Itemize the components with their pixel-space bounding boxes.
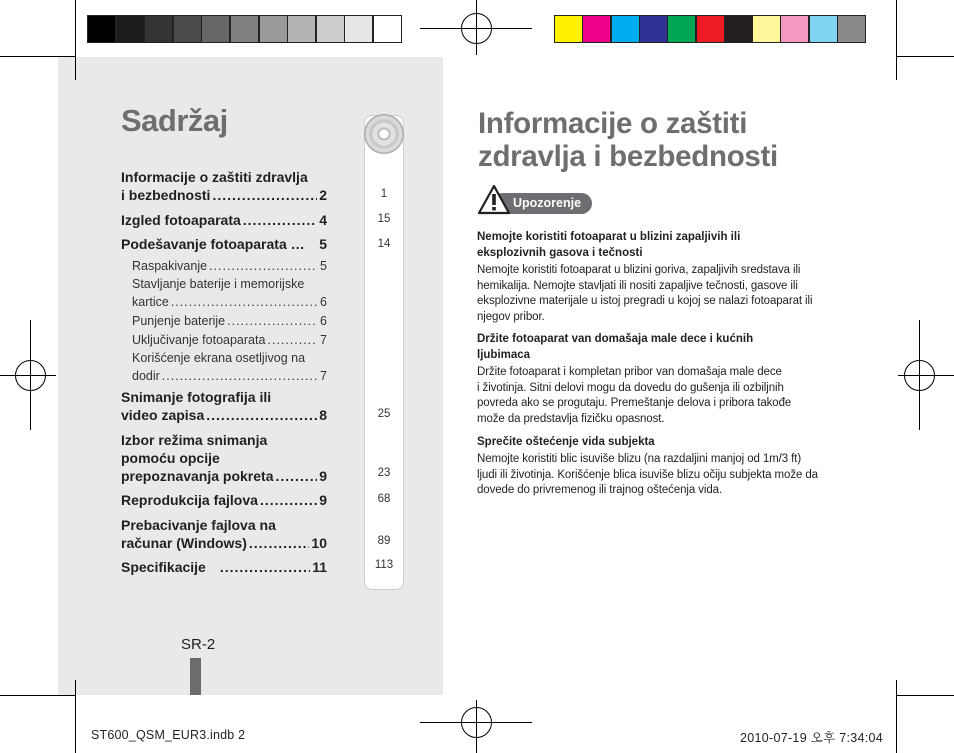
- toc-page-number: 4: [319, 212, 327, 228]
- toc-subentry-power-on[interactable]: [132, 331, 327, 349]
- toc-entry-text: računar (Windows): [121, 535, 247, 551]
- toc-entry-text: Reprodukcija fajlova: [121, 492, 258, 508]
- toc-entry-text: dodir: [132, 369, 160, 383]
- toc-entry-text: video zapisa: [121, 407, 205, 423]
- toc-entry-text: Izbor režima snimanja: [121, 432, 268, 448]
- color-swatch: [554, 15, 583, 43]
- toc-page-number: 5: [320, 259, 327, 273]
- toc-entry-text: Prebacivanje fajlova na: [121, 517, 276, 533]
- print-slug-filename: ST600_QSM_EUR3.indb 2: [91, 728, 246, 742]
- grayscale-swatch: [316, 15, 345, 43]
- toc-entry-text: Stavljanje baterije i memorijske: [132, 277, 305, 291]
- color-swatch: [696, 15, 725, 43]
- warning-badge: Upozorenje: [492, 193, 592, 214]
- toc-entry-text: Punjenje baterije: [132, 314, 226, 328]
- color-swatch: [752, 15, 781, 43]
- grayscale-swatch: [230, 15, 259, 43]
- grayscale-swatch: [87, 15, 116, 43]
- toc-entry-transfer[interactable]: [121, 516, 327, 552]
- grayscale-swatch: [173, 15, 202, 43]
- disc-number: 23: [377, 467, 391, 479]
- section-body-eyesight: [477, 452, 837, 499]
- heading-line: eksplozivnih gasova i tečnosti: [477, 247, 643, 259]
- disc-number: 113: [374, 559, 394, 571]
- toc-page-number: 2: [319, 187, 327, 203]
- toc-title: Sadržaj: [121, 103, 228, 138]
- disc-number: 68: [377, 493, 391, 505]
- color-swatch: [780, 15, 809, 43]
- toc-entry-camera-layout[interactable]: [121, 211, 327, 229]
- toc-subentry-battery-card[interactable]: [132, 275, 327, 311]
- body-line: eksplozivne materijale u istoj pregradi u kojoj se nalazi fotoaparat ili: [477, 295, 813, 307]
- color-swatch: [611, 15, 640, 43]
- grayscale-swatch: [201, 15, 230, 43]
- toc-subentry-unpacking[interactable]: [132, 257, 327, 275]
- toc-page-number: 8: [319, 407, 327, 423]
- toc-entry-text: i bezbednosti: [121, 187, 211, 203]
- toc-page-number: 11: [312, 559, 327, 575]
- section-heading-flammable: [477, 229, 832, 261]
- page-edge-tab: [190, 658, 201, 695]
- toc-entry-text: prepoznavanja pokreta: [121, 468, 274, 484]
- warning-icon: [477, 184, 511, 215]
- toc-entry-text: Informacije o zaštiti zdravlja: [121, 169, 308, 185]
- cd-disc-icon: [364, 114, 404, 154]
- disc-number: 1: [380, 188, 388, 200]
- toc-entry-text: kartice: [132, 295, 169, 309]
- toc-entry-text: Specifikacije: [121, 559, 206, 575]
- color-swatch: [837, 15, 866, 43]
- disc-number: 89: [377, 535, 391, 547]
- toc-entry-text: Uključivanje fotoaparata: [132, 333, 266, 347]
- toc-entry-camera-setup[interactable]: [121, 235, 327, 253]
- body-line: dovede do privremenog ili trajnog oštećenja vida.: [477, 484, 723, 496]
- section-title: [478, 107, 838, 173]
- grayscale-swatch: [373, 15, 402, 43]
- toc-page-number: 9: [319, 492, 327, 508]
- toc-page-number: 7: [320, 333, 327, 347]
- body-line: i životinja. Sitni delovi mogu da dovedu do gušenja ili ozbiljnih: [477, 381, 784, 394]
- disc-number: 14: [377, 238, 391, 250]
- body-line: ljudi ili životinja. Korišćenje blica isuviše blizu očiju subjekta može da: [477, 468, 818, 481]
- page-number-label: SR-2: [181, 636, 216, 653]
- grayscale-swatch: [259, 15, 288, 43]
- toc-entry-specifications[interactable]: [121, 558, 327, 576]
- section-body-children: [477, 365, 837, 427]
- body-line: može da predstavlja fizičku opasnost.: [477, 412, 665, 425]
- color-swatch: [724, 15, 753, 43]
- color-swatch: [582, 15, 611, 43]
- body-line: Nemojte koristiti fotoaparat u blizini goriva, zapaljivih sredstava ili: [477, 264, 801, 276]
- section-title-line: Informacije o zaštiti: [478, 107, 748, 140]
- toc-entry-health-safety[interactable]: [121, 168, 327, 204]
- body-line: povreda ako se progutaju. Premeštanje delova i pribora takođe: [477, 397, 792, 409]
- toc-subentry-touchscreen[interactable]: [132, 349, 327, 385]
- heading-line: Držite fotoaparat van domašaja male dece i kućnih: [477, 333, 754, 345]
- section-heading-children: [477, 331, 832, 363]
- toc-page-number: 9: [319, 468, 327, 484]
- toc-entry-text: Snimanje fotografija ili: [121, 389, 272, 405]
- toc-page-number: 5: [319, 236, 327, 252]
- section-title-line: zdravlja i bezbednosti: [478, 140, 778, 173]
- grayscale-swatch: [144, 15, 173, 43]
- body-line: hemikalija. Nemojte stavljati ili nositi zapaljive tečnosti, gasove ili: [477, 279, 798, 292]
- print-slug-datetime: 2010-07-19 오후 7:34:04: [740, 731, 884, 745]
- toc-subentry-charging[interactable]: [132, 312, 327, 330]
- disc-number: 15: [377, 213, 391, 225]
- disc-page-strip: [364, 115, 404, 590]
- toc-entry-shooting[interactable]: [121, 388, 327, 424]
- heading-line: Sprečite oštećenje vida subjekta: [477, 436, 655, 448]
- toc-entry-text: Izgled fotoaparata: [121, 212, 241, 228]
- disc-number: 25: [377, 408, 391, 420]
- grayscale-swatch: [287, 15, 316, 43]
- section-body-flammable: [477, 263, 837, 325]
- toc-entry-playback[interactable]: [121, 491, 327, 509]
- heading-line: Nemojte koristiti fotoaparat u blizini zapaljivih ili: [477, 231, 741, 243]
- toc-entry-text: Podešavanje fotoaparata …: [121, 236, 305, 252]
- color-swatch: [639, 15, 668, 43]
- color-swatch: [667, 15, 696, 43]
- toc-entry-shooting-mode[interactable]: [121, 431, 327, 485]
- color-swatch: [809, 15, 838, 43]
- toc-page-number: 7: [320, 369, 327, 383]
- toc-page-number: 10: [311, 535, 327, 551]
- toc-entry-text: Korišćenje ekrana osetljivog na: [132, 351, 306, 365]
- grayscale-swatch: [344, 15, 373, 43]
- toc-page-number: 6: [320, 295, 327, 309]
- body-line: njegov pribor.: [477, 310, 545, 323]
- toc-entry-text: Raspakivanje: [132, 259, 208, 273]
- body-line: Držite fotoaparat i kompletan pribor van domašaja male dece: [477, 366, 782, 378]
- toc-entry-text: pomoću opcije: [121, 450, 220, 466]
- section-heading-eyesight: [477, 434, 832, 450]
- heading-line: ljubimaca: [477, 349, 531, 361]
- body-line: Nemojte koristiti blic isuviše blizu (na razdaljini manjoj od 1m/3 ft): [477, 453, 802, 465]
- toc-page-number: 6: [320, 314, 327, 328]
- grayscale-swatch: [116, 15, 145, 43]
